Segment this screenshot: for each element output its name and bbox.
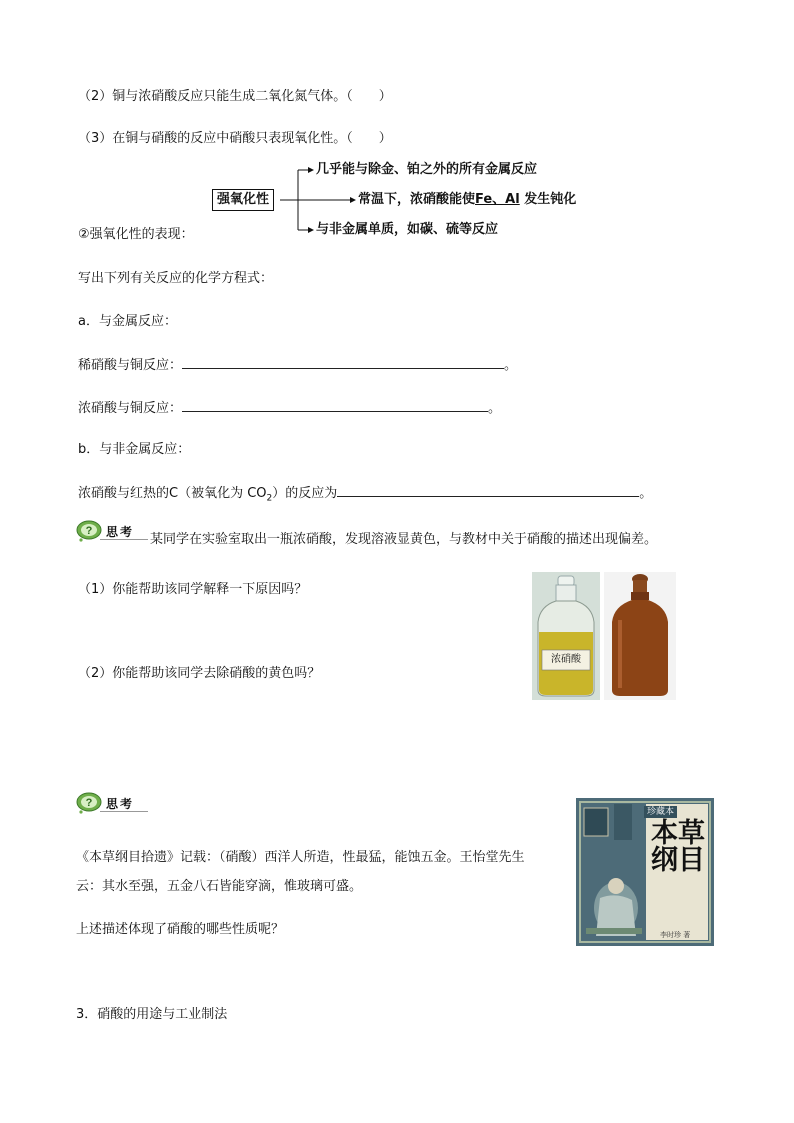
clear-bottle-photo xyxy=(532,572,600,700)
carbon-suffix: ）的反应为 xyxy=(272,486,338,501)
diagram-branch-1: 几乎能与除金、铂之外的所有金属反应 xyxy=(316,162,538,177)
think-marker xyxy=(76,520,134,542)
answer-blank[interactable] xyxy=(182,355,504,369)
oxidizing-property-diagram xyxy=(212,160,582,242)
svg-text:?: ? xyxy=(85,797,93,809)
think-underline xyxy=(100,811,148,812)
book-title: 本草纲目 xyxy=(651,818,705,876)
think-2-paragraph-line-2: 云：其水至强，五金八石皆能穿滴，惟玻璃可盛。 xyxy=(76,879,363,894)
branch-2-suffix: 发生钝化 xyxy=(524,192,577,207)
concentrated-copper-line xyxy=(78,398,501,418)
think-1-question-1: （1）你能帮助该同学解释一下原因吗？ xyxy=(78,582,308,597)
part-b-heading: b．与非金属反应： xyxy=(78,442,191,457)
answer-blank[interactable] xyxy=(337,483,639,497)
think-1-question-2: （2）你能帮助该同学去除硝酸的黄色吗？ xyxy=(78,666,321,681)
question-2: （2）铜与浓硝酸反应只能生成二氧化氮气体。（ ） xyxy=(78,89,392,104)
carbon-reaction-line xyxy=(78,483,652,508)
think-2-paragraph-line-1: 《本草纲目拾遗》记载：（硝酸）西洋人所造，性最猛，能蚀五金。王怡堂先生 xyxy=(76,850,525,865)
book-tag: 珍藏本 xyxy=(644,806,677,818)
question-3: （3）在铜与硝酸的反应中硝酸只表现氧化性。（ ） xyxy=(78,131,392,146)
bottle-label: 浓硝酸 xyxy=(551,654,581,665)
instruction: 写出下列有关反应的化学方程式： xyxy=(78,271,274,286)
diagram-branch-3: 与非金属单质，如碳、硫等反应 xyxy=(316,222,499,237)
diagram-branch-2 xyxy=(358,191,576,209)
think-2-question: 上述描述体现了硝酸的哪些性质呢？ xyxy=(76,922,285,937)
concentrated-copper-label: 浓硝酸与铜反应： xyxy=(78,401,183,416)
think-marker xyxy=(76,792,134,814)
clear-bottle-image xyxy=(532,572,600,700)
line-end: 。 xyxy=(639,486,653,501)
think-label: 思考 xyxy=(106,796,135,811)
think-label: 思考 xyxy=(106,524,135,539)
section-label: ②强氧化性的表现： xyxy=(78,227,194,242)
carbon-prefix: 浓硝酸与红热的C（被氧化为 CO xyxy=(78,486,267,501)
section-3-heading: 3．硝酸的用途与工业制法 xyxy=(76,1007,228,1022)
book-cover-photo xyxy=(576,798,714,946)
diagram-center-box: 强氧化性 xyxy=(212,189,274,211)
part-a-heading: a．与金属反应： xyxy=(78,314,177,329)
dilute-copper-label: 稀硝酸与铜反应： xyxy=(78,358,183,373)
line-end: 。 xyxy=(488,401,502,416)
think-1-text: 某同学在实验室取出一瓶浓硝酸，发现溶液显黄色，与教材中关于硝酸的描述出现偏差。 xyxy=(150,532,658,547)
think-bubble-icon xyxy=(76,792,102,814)
branch-2-prefix: 常温下，浓硝酸能使 xyxy=(358,192,476,207)
answer-blank[interactable] xyxy=(182,398,488,412)
line-end: 。 xyxy=(504,358,518,373)
think-bubble-icon xyxy=(76,520,102,542)
brown-bottle-photo xyxy=(604,572,676,700)
branch-2-highlight: Fe、Al xyxy=(475,192,520,207)
svg-text:?: ? xyxy=(85,525,93,537)
subscript: 2 xyxy=(266,493,273,504)
dilute-copper-line xyxy=(78,355,517,375)
book-author: 李时珍 著 xyxy=(660,931,691,939)
brown-bottle-image xyxy=(604,572,676,700)
think-underline xyxy=(100,539,148,540)
